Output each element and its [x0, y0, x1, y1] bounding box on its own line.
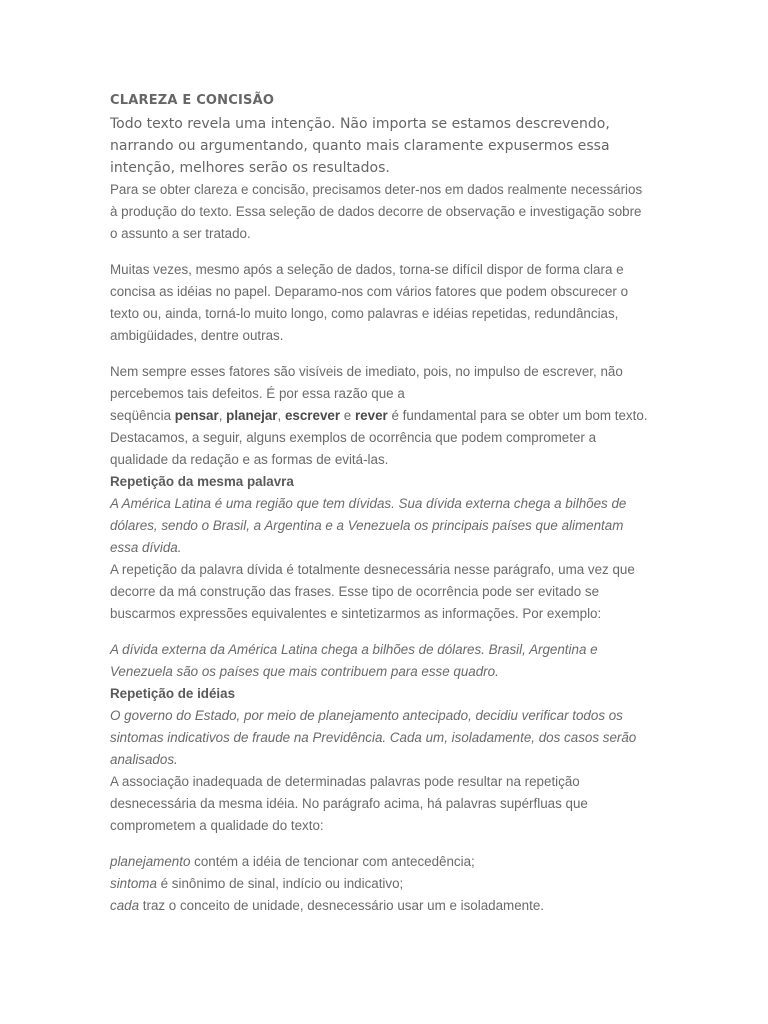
- paragraph-line: texto ou, ainda, torná-lo muito longo, como palavras e idéias repetidas, redundâncias,: [110, 306, 619, 321]
- example-line: Venezuela são os países que mais contribuem para esse quadro.: [110, 664, 499, 679]
- paragraph-line: ambigüidades, dentre outras.: [110, 328, 284, 343]
- example-paragraph: [110, 705, 658, 771]
- intro-paragraph: [110, 113, 658, 179]
- document-title: CLAREZA E CONCISÃO: [110, 93, 275, 108]
- paragraph-line: Nem sempre esses fatores são visíveis de imediato, pois, no impulso de escrever, não: [110, 364, 623, 379]
- paragraph-line: o assunto a ser tratado.: [110, 226, 251, 241]
- example-line: O governo do Estado, por meio de planejamento antecipado, decidiu verificar todos os: [110, 708, 623, 723]
- intro-line: intenção, melhores serão os resultados.: [110, 160, 390, 176]
- example-line: sintomas indicativos de fraude na Previdência. Cada um, isoladamente, dos casos serão: [110, 730, 637, 745]
- separator: ,: [277, 408, 285, 423]
- example-line: essa dívida.: [110, 540, 182, 555]
- explanation-paragraph: [110, 771, 658, 837]
- document-body: [110, 92, 658, 917]
- note-item: [110, 873, 658, 895]
- note-term: planejamento: [110, 854, 191, 869]
- paragraph-line: decorre da má construção das frases. Esse tipo de ocorrência pode ser evitado se: [110, 584, 600, 599]
- section-heading-repetition-ideas: Repetição de idéias: [110, 686, 236, 701]
- paragraph-line: A associação inadequada de determinadas palavras pode resultar na repetição: [110, 774, 580, 789]
- sequence-line: [110, 405, 658, 427]
- intro-line: narrando ou argumentando, quanto mais claramente expusermos essa: [110, 138, 610, 154]
- note-item: [110, 895, 658, 917]
- paragraph-line: Muitas vezes, mesmo após a seleção de dados, torna-se difícil dispor de forma clara e: [110, 262, 624, 277]
- paragraph-line: desnecessária da mesma idéia. No parágrafo acima, há palavras supérfluas que: [110, 796, 588, 811]
- example-line: A América Latina é uma região que tem dívidas. Sua dívida externa chega a bilhões de: [110, 496, 627, 511]
- keyword-pensar: pensar: [174, 408, 219, 423]
- paragraph-line: Para se obter clareza e concisão, precisamos deter-nos em dados realmente necessários: [110, 182, 643, 197]
- paragraph-line: concisa as idéias no papel. Deparamo-nos com vários fatores que podem obscurecer o: [110, 284, 629, 299]
- sequence-suffix: é fundamental para se obter um bom texto.: [387, 408, 648, 423]
- paragraph-line: A repetição da palavra dívida é totalmente desnecessária nesse parágrafo, uma vez que: [110, 562, 635, 577]
- paragraph-line: qualidade da redação e as formas de evitá-las.: [110, 452, 389, 467]
- paragraph-2: [110, 259, 658, 347]
- note-term: cada: [110, 898, 140, 913]
- example-line: analisados.: [110, 752, 178, 767]
- paragraph-3: [110, 361, 658, 471]
- note-term: sintoma: [110, 876, 157, 891]
- note-text: contém a idéia de tencionar com antecedência;: [190, 854, 475, 869]
- corrected-example-paragraph: [110, 639, 658, 683]
- keyword-planejar: planejar: [226, 408, 278, 423]
- example-paragraph: [110, 493, 658, 559]
- note-item: [110, 851, 658, 873]
- paragraph-1: [110, 179, 658, 245]
- example-line: A dívida externa da América Latina chega a bilhões de dólares. Brasil, Argentina e: [110, 642, 598, 657]
- keyword-escrever: escrever: [284, 408, 341, 423]
- separator: e: [340, 408, 355, 423]
- paragraph-line: buscarmos expressões equivalentes e sintetizarmos as informações. Por exemplo:: [110, 606, 602, 621]
- notes-list: [110, 851, 658, 917]
- paragraph-line: Destacamos, a seguir, alguns exemplos de ocorrência que podem comprometer a: [110, 430, 597, 445]
- sequence-prefix: seqüência: [110, 408, 175, 423]
- note-text: traz o conceito de unidade, desnecessário usar um e isoladamente.: [139, 898, 544, 913]
- explanation-paragraph: [110, 559, 658, 625]
- paragraph-line: comprometem a qualidade do texto:: [110, 818, 324, 833]
- intro-line: Todo texto revela uma intenção. Não importa se estamos descrevendo,: [110, 116, 610, 132]
- paragraph-line: percebemos tais defeitos. É por essa razão que a: [110, 386, 405, 401]
- separator: ,: [218, 408, 227, 423]
- paragraph-line: à produção do texto. Essa seleção de dados decorre de observação e investigação sobre: [110, 204, 642, 219]
- section-heading-repetition-word: Repetição da mesma palavra: [110, 474, 294, 489]
- example-line: dólares, sendo o Brasil, a Argentina e a Venezuela os principais países que alimentam: [110, 518, 624, 533]
- keyword-rever: rever: [354, 408, 388, 423]
- note-text: é sinônimo de sinal, indício ou indicativo;: [156, 876, 404, 891]
